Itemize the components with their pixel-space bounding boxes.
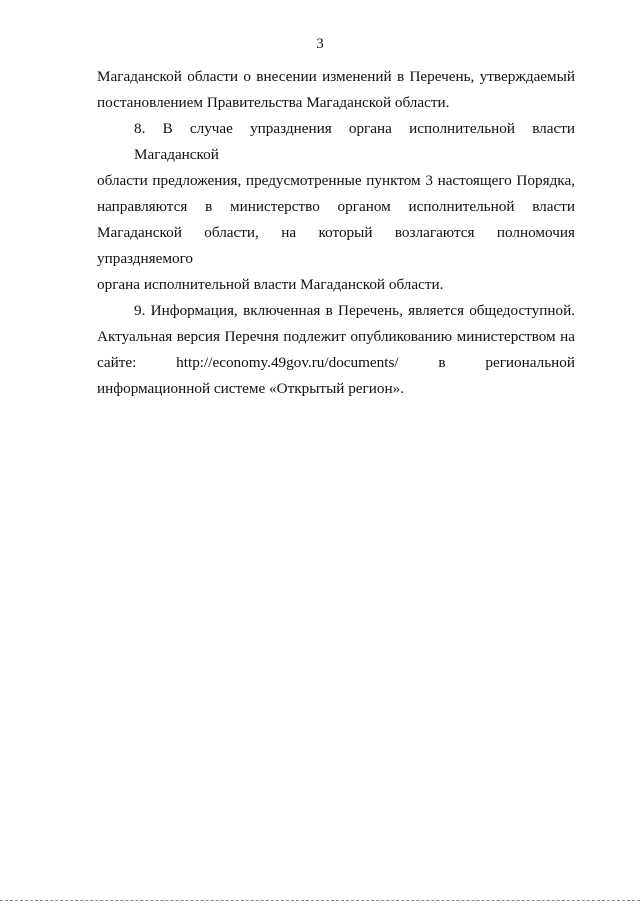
text-line: области предложения, предусмотренные пунктом 3 настоящего Порядка, [97, 172, 575, 189]
paragraph-8 [97, 116, 575, 298]
text-line: направляются в министерство органом исполнительной власти [97, 198, 575, 215]
paragraph-9 [97, 298, 575, 402]
page-number: 3 [316, 36, 324, 52]
paragraph-continuation [97, 64, 575, 116]
text-line: 8. В случае упразднения органа исполнительной власти Магаданской [134, 120, 575, 163]
text-line: сайте: http://economy.49gov.ru/documents/ в региональной [97, 354, 575, 371]
text-line: информационной системе «Открытый регион». [97, 380, 405, 397]
text-line: Магаданской области, на который возлагаются полномочия упраздняемого [97, 224, 575, 267]
text-line: Актуальная версия Перечня подлежит опубликованию министерством на [97, 328, 575, 345]
bottom-scan-edge [0, 900, 640, 902]
text-line: Магаданской области о внесении изменений в Перечень, утверждаемый [97, 68, 575, 85]
text-line: органа исполнительной власти Магаданской области. [97, 276, 444, 293]
document-body [97, 64, 575, 402]
text-line: постановлением Правительства Магаданской области. [97, 94, 450, 111]
text-line: 9. Информация, включенная в Перечень, является общедоступной. [134, 302, 575, 319]
